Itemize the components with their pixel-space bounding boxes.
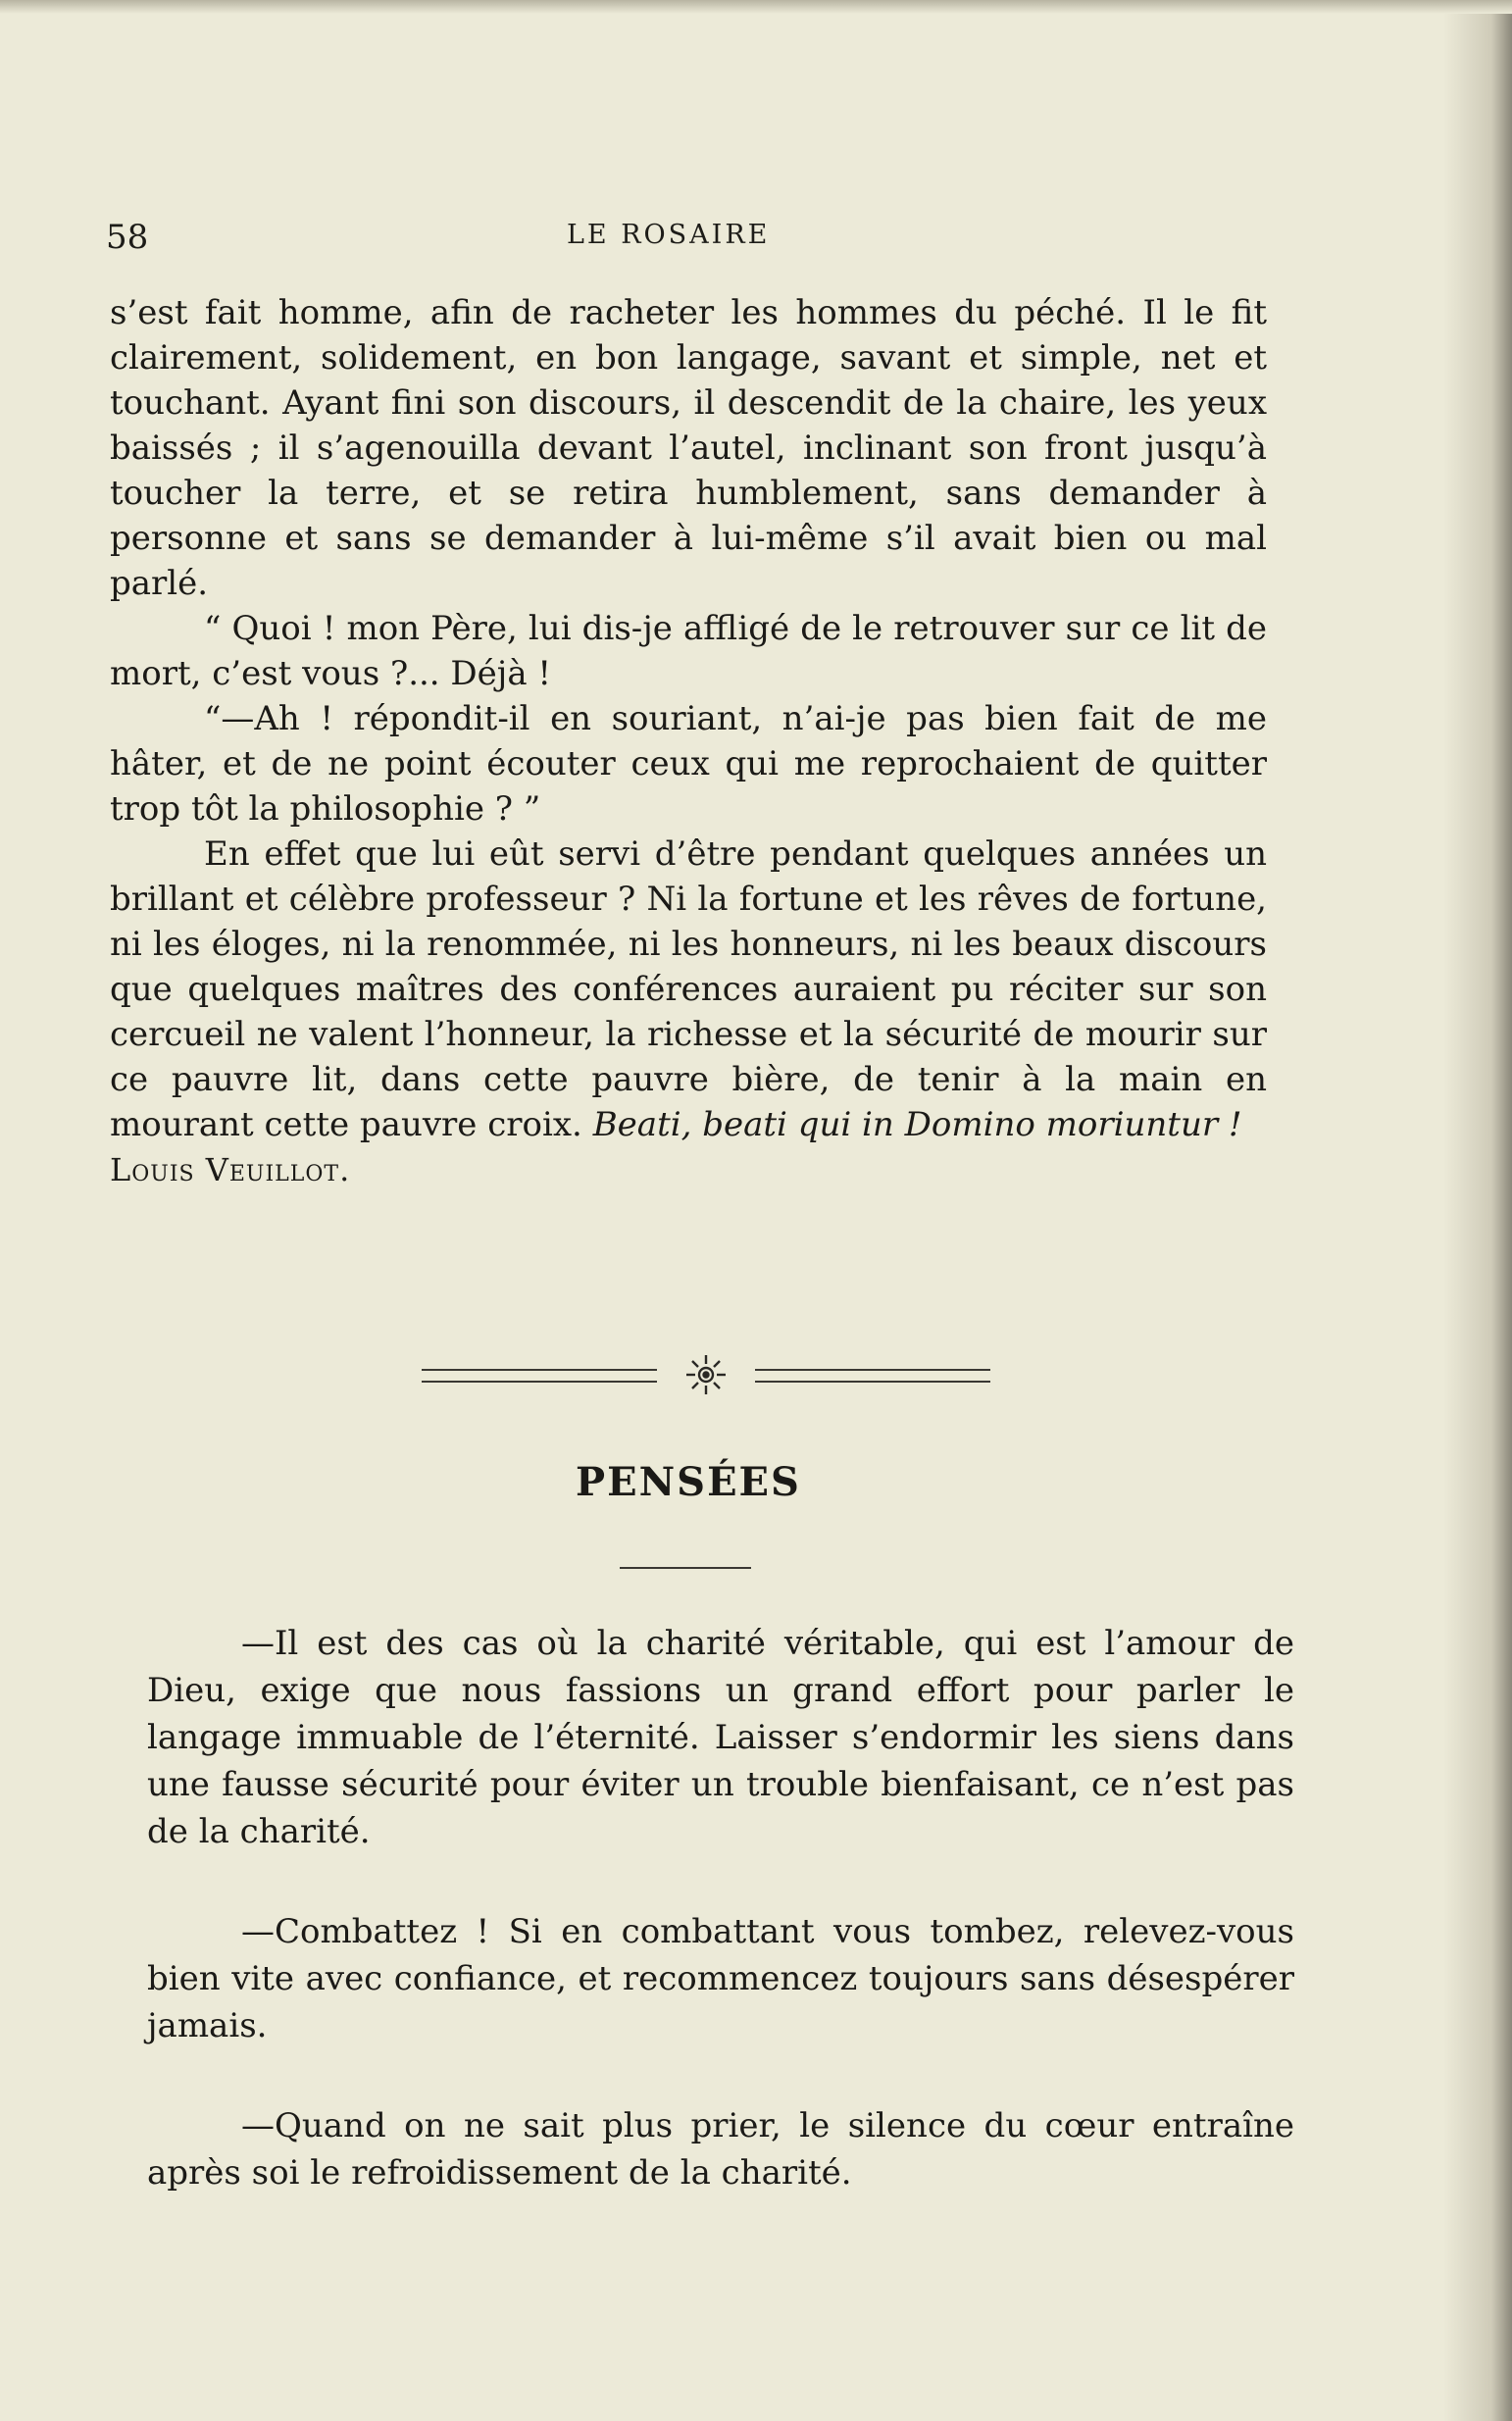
- thought-item: —Combattez ! Si en combattant vous tombez, relevez-vous bien vite avec confiance, et recommencez toujours sans désespérer jamais.: [147, 1912, 1294, 2045]
- ornament-rule-left: [422, 1369, 657, 1383]
- ornament-rule-right: [755, 1369, 990, 1383]
- sun-ornament-icon: [684, 1353, 728, 1396]
- section-title: PENSÉES: [576, 1459, 801, 1505]
- paragraph-conclusion: [110, 832, 1267, 1147]
- section-ornament: [422, 1353, 990, 1402]
- page-top-edge: [0, 0, 1512, 14]
- paragraph-dialogue-question: “ Quoi ! mon Père, lui dis-je affligé de le retrouver sur ce lit de mort, c’est vous ?... Déjà !: [110, 609, 1267, 693]
- thoughts-list: [147, 1620, 1294, 2249]
- paragraph-dialogue-answer: “—Ah ! répondit-il en souriant, n’ai-je pas bien fait de me hâter, et de ne point écouter ceux qui me reprochaient de quitter trop tôt la philosophie ? ”: [110, 699, 1267, 829]
- thought-item: —Il est des cas où la charité véritable, qui est l’amour de Dieu, exige que nous fassions un grand effort pour parler le langage immuable de l’éternité. Laisser s’endormir les siens dans une fausse sécurité pour éviter un trouble bienfaisant, ce n’est pas de la charité.: [147, 1624, 1294, 1851]
- main-text: [110, 290, 1267, 1192]
- running-title: LE ROSAIRE: [567, 220, 771, 250]
- page-number: 58: [106, 218, 149, 257]
- latin-quote: Beati, beati qui in Domino moriuntur !: [592, 1105, 1242, 1144]
- thought-item: —Quand on ne sait plus prier, le silence du cœur entraîne après soi le refroidissement de la charité.: [147, 2106, 1294, 2193]
- conclusion-text: En effet que lui eût servi d’être pendant quelques années un brillant et célèbre professeur ? Ni la fortune et les rêves de fortune, ni les éloges, ni la renommée, ni les honneurs, ni les beaux discours que quelques maîtres des conférences auraient pu réciter sur son cercueil ne valent l’honneur, la richesse et la sécurité de mourir sur ce pauvre lit, dans cette pauvre bière, de tenir à la main en mourant cette pauvre croix.: [110, 834, 1267, 1144]
- title-underline: [620, 1567, 751, 1569]
- paragraph-continuation: s’est fait homme, afin de racheter les hommes du péché. Il le fit clairement, solidement, en bon langage, savant et simple, net et touchant. Ayant fini son discours, il descendit de la chaire, les yeux baissés ; il s’agenouilla devant l’autel, inclinant son front jusqu’à toucher la terre, et se retira humblement, sans demander à personne et sans se demander à lui-même s’il avait bien ou mal parlé.: [110, 293, 1267, 603]
- author-signature: Louis Veuillot.: [110, 1151, 351, 1188]
- running-header: [106, 218, 1243, 257]
